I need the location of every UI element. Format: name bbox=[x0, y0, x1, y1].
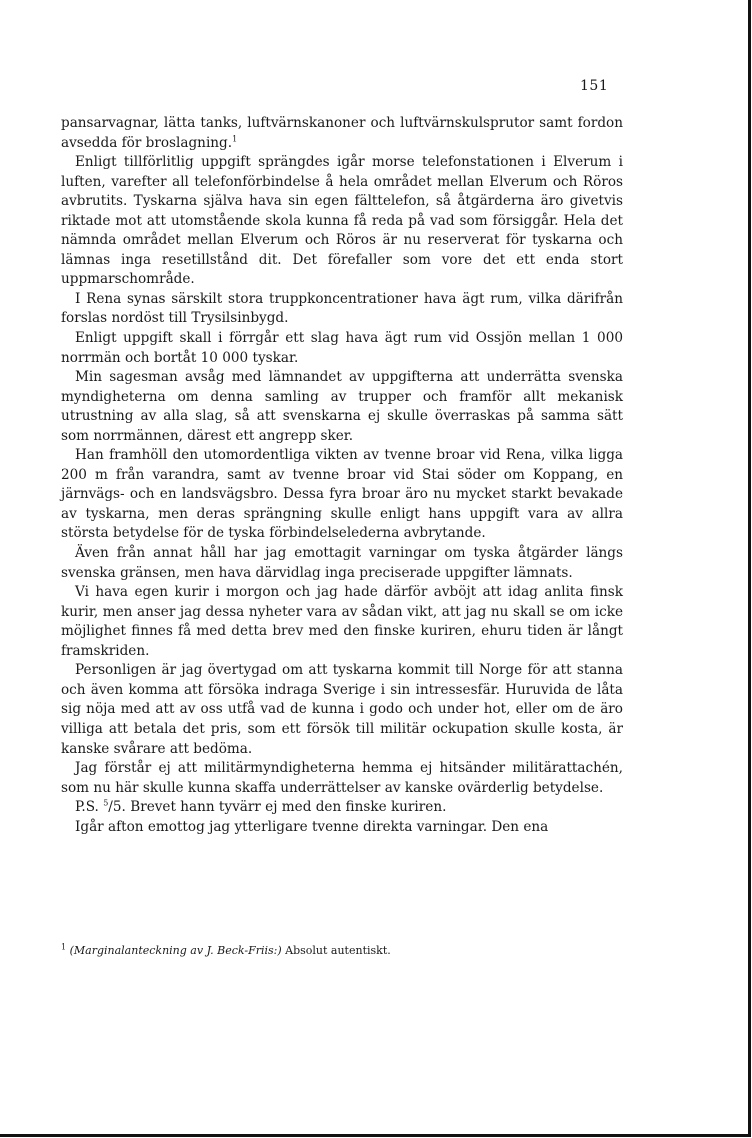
letter-body bbox=[61, 114, 623, 837]
paragraph-2: Enligt tillförlitlig uppgift sprängdes igår morse telefonstationen i Elverum i luften, varefter all telefonförbindelse å hela området mellan Elverum och Röros avbrutits. Tyskarna själva hava sin egen fälttelefon, så åtgärderna äro givetvis riktade mot att utomstående skola kunna få reda på vad som försiggår. Hela det nämnda området mellan Elverum och Röros är nu reserverat för tyskarna och lämnas inga resetillstånd dit. Det förefaller som vore det ett enda stort uppmarschområde. bbox=[61, 154, 623, 288]
paragraph-11: Igår afton emottog jag ytterligare tvenne direkta varningar. Den ena bbox=[75, 818, 549, 835]
paragraph-6: Han framhöll den utomordentliga vikten av tvenne broar vid Rena, vilka ligga 200 m från varandra, samt av tvenne broar vid Stai söder om Koppang, en järnvägs- och en landsvägsbro. Dessa fyra broar äro nu mycket starkt bevakade av tyskarna, men deras sprängning skulle enligt hans uppgift vara av allra största betydelse för de tyska förbindelselederna avbrytande. bbox=[61, 447, 623, 542]
paragraph-4: Enligt uppgift skall i förrgår ett slag hava ägt rum vid Ossjön mellan 1 000 norrmän och bortåt 10 000 tyskar. bbox=[61, 330, 623, 366]
footnote-source: (Marginalanteckning av J. Beck-Friis:) bbox=[69, 944, 282, 957]
postscript: P.S. $^5$/5. Brevet hann tyvärr ej med den finske kuriren. bbox=[75, 798, 447, 816]
paragraph-5: Min sagesman avsåg med lämnandet av uppgifterna att underrätta svenska myndigheterna om denna samling av trupper och framför allt mekanisk utrustning av alla slag, så att svenskarna ej skulle överraskas på samma sätt som norrmännen, därest ett angrepp sker. bbox=[61, 369, 623, 444]
footnote-reference: 1 bbox=[232, 134, 238, 144]
paragraph-9: Personligen är jag övertygad om att tyskarna kommit till Norge för att stanna och även komma att försöka indraga Sverige i sin intressesfär. Huruvida de låta sig nöja med att av oss utfå vad de kunna i godo och under hot, eller om de äro villiga att betala det pris, som ett försök till militär ockupation skulle kosta, är kanske svårare att bedöma. bbox=[61, 662, 623, 757]
paragraph-3: I Rena synas särskilt stora truppkoncentrationer hava ägt rum, vilka därifrån forslas nordöst till Trysilsinbygd. bbox=[61, 290, 623, 327]
footnote bbox=[61, 944, 623, 958]
page-number: 151 bbox=[580, 78, 609, 94]
paragraph-7: Även från annat håll har jag emottagit varningar om tyska åtgärder längs svenska gränsen, men hava därvidlag inga preciserade uppgifter lämnats. bbox=[61, 545, 623, 581]
footnote-marker: 1 bbox=[61, 942, 67, 952]
paragraph-1: pansarvagnar, lätta tanks, luftvärnskanoner och luftvärnskulsprutor samt fordon avsedda för broslagning.$^1$ bbox=[61, 115, 623, 151]
paragraph-8: Vi hava egen kurir i morgon och jag hade därför avböjt att idag anlita finsk kurir, men anser jag dessa nyheter vara av sådan vikt, att jag nu skall se om icke möjlighet finnes få med detta brev med den finske kuriren, ehuru tiden är långt framskriden. bbox=[61, 584, 623, 659]
footnote-text: Absolut autentiskt. bbox=[285, 944, 391, 957]
paragraph-10: Jag förstår ej att militärmyndigheterna hemma ej hitsänder militärattachén, som nu här skulle kunna skaffa underrättelser av kanske ovärderlig betydelse. bbox=[61, 760, 623, 796]
